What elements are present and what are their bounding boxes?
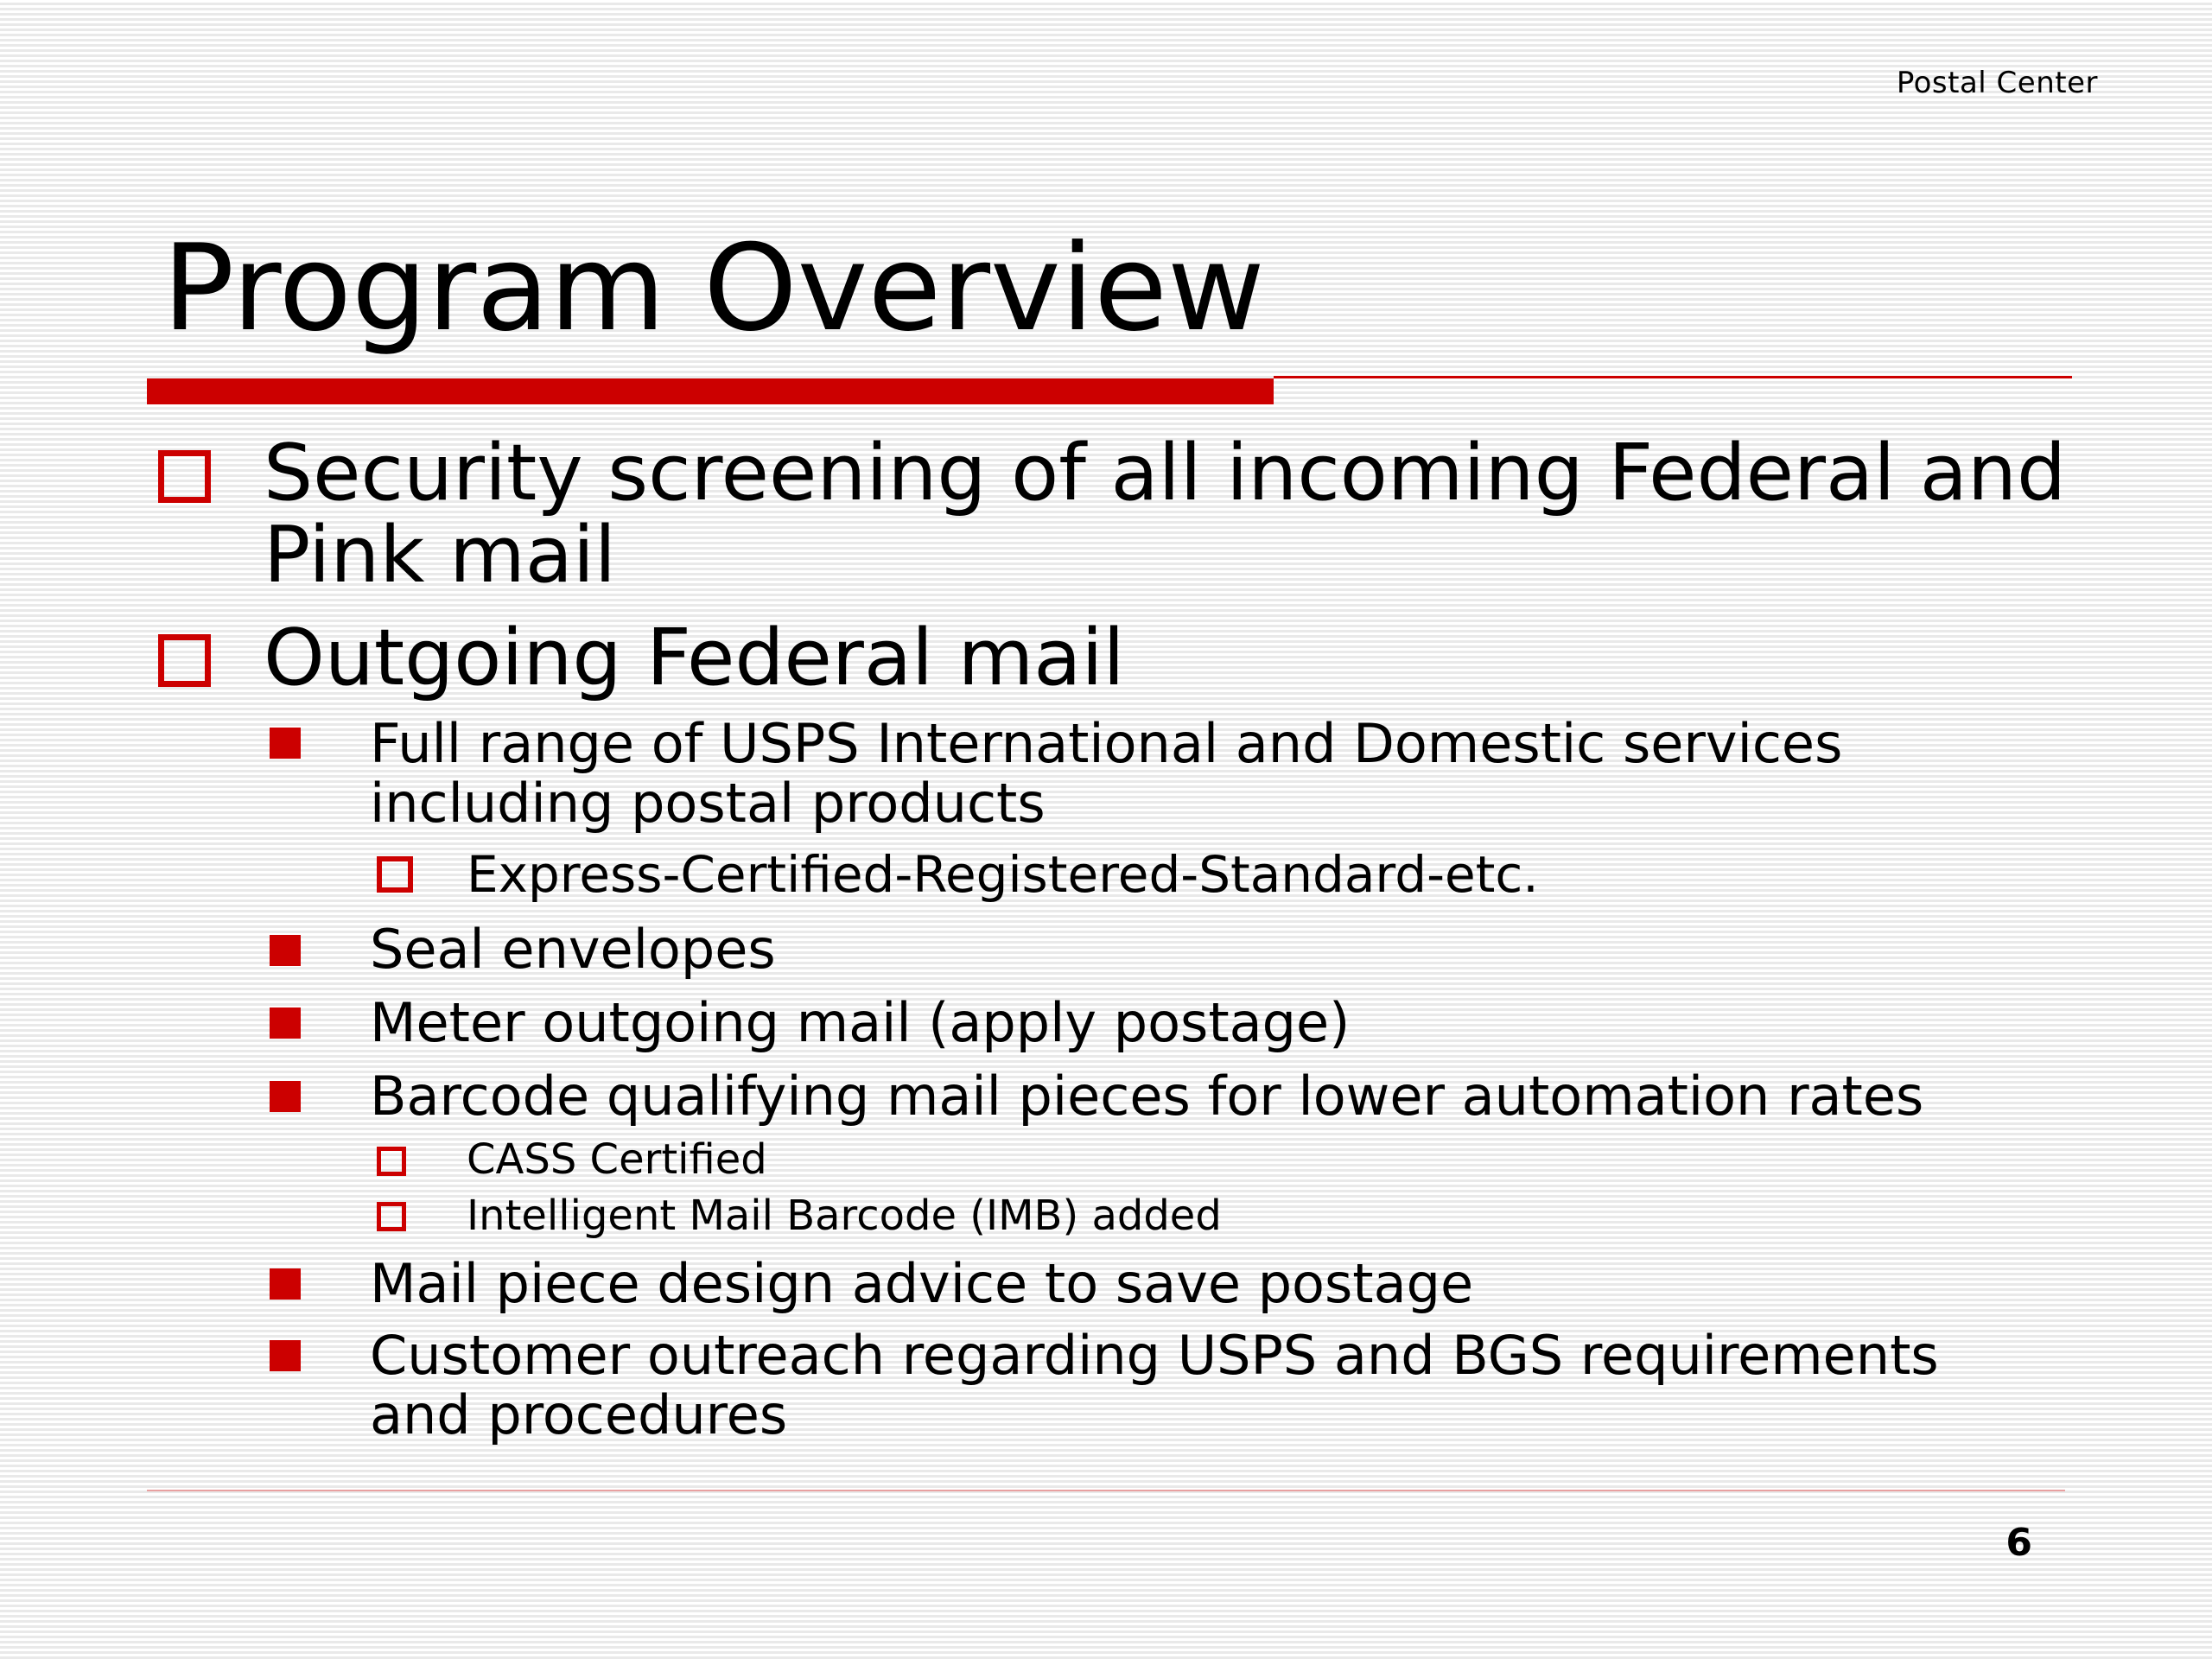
sub-bullet-meter-outgoing-mail: Meter outgoing mail (apply postage) <box>370 991 1351 1054</box>
sub-sub-bullet-express-certified: Express-Certified-Registered-Standard-etc. <box>467 845 1539 904</box>
title-underline-thin <box>1274 376 2072 378</box>
sub-bullet-mail-piece-design: Mail piece design advice to save postage <box>370 1252 1474 1315</box>
bullet-security-screening <box>264 428 2067 601</box>
sub-sub-bullet-imb: Intelligent Mail Barcode (IMB) added <box>467 1192 1222 1240</box>
slide-title: Program Overview <box>162 219 1265 358</box>
sub-bullet-full-range <box>370 714 1842 833</box>
bullet-line: and procedures <box>370 1383 788 1446</box>
solid-square-icon <box>270 935 301 966</box>
hollow-square-icon <box>377 1202 406 1231</box>
hollow-square-icon <box>377 856 413 893</box>
bullet-line: Customer outreach regarding USPS and BGS requirements <box>370 1324 1939 1387</box>
sub-bullet-seal-envelopes: Seal envelopes <box>370 918 776 981</box>
bullet-line: Pink mail <box>264 510 616 601</box>
hollow-square-icon <box>158 450 211 503</box>
solid-square-icon <box>270 1268 301 1300</box>
bullet-line: Full range of USPS International and Domestic services <box>370 712 1843 775</box>
bullet-outgoing-federal-mail: Outgoing Federal mail <box>264 613 1125 703</box>
sub-bullet-barcode: Barcode qualifying mail pieces for lower automation rates <box>370 1065 1924 1128</box>
solid-square-icon <box>270 1007 301 1039</box>
bullet-line: Security screening of all incoming Federal and <box>264 428 2067 518</box>
hollow-square-icon <box>377 1147 406 1176</box>
solid-square-icon <box>270 1340 301 1371</box>
sub-sub-bullet-cass-certified: CASS Certified <box>467 1135 767 1184</box>
solid-square-icon <box>270 728 301 759</box>
solid-square-icon <box>270 1081 301 1112</box>
header-label: Postal Center <box>1896 66 2098 100</box>
title-underline-thick <box>147 378 1274 404</box>
footer-divider <box>147 1490 2065 1491</box>
hollow-square-icon <box>158 634 211 687</box>
page-number: 6 <box>2005 1521 2032 1565</box>
bullet-line: including postal products <box>370 772 1046 835</box>
sub-bullet-customer-outreach <box>370 1325 1939 1445</box>
